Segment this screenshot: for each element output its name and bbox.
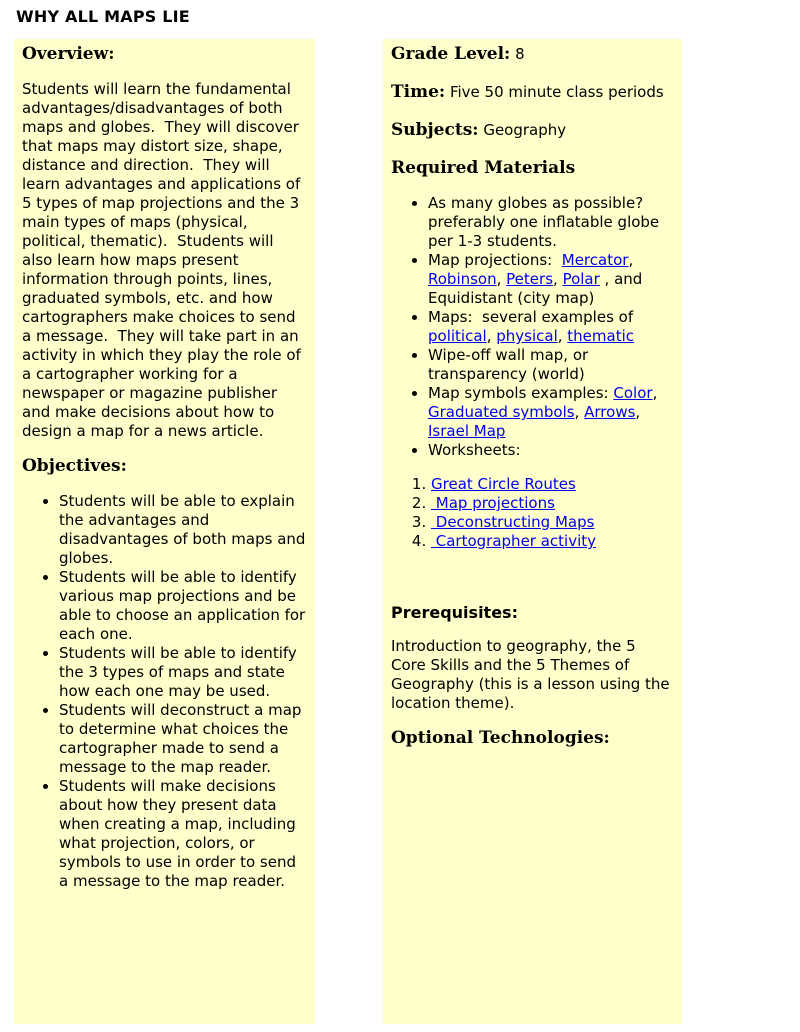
worksheet-item <box>431 475 674 494</box>
objective-item <box>59 568 307 644</box>
material-item <box>428 384 674 441</box>
list-text: , <box>628 251 634 269</box>
worksheets-list <box>391 475 674 551</box>
link-robinson[interactable]: Robinson <box>428 270 497 288</box>
list-text: , <box>557 327 568 345</box>
subjects-label: Subjects: <box>391 120 479 140</box>
objectives-list <box>22 492 307 891</box>
worksheet-item <box>431 532 674 551</box>
link-arrows[interactable]: Arrows <box>584 403 636 421</box>
link-deconstructing-maps[interactable]: Deconstructing Maps <box>431 513 595 531</box>
material-item <box>428 194 674 251</box>
link-political[interactable]: political <box>428 327 487 345</box>
overview-heading: Overview: <box>22 44 115 64</box>
objectives-heading: Objectives: <box>22 456 127 476</box>
list-text: , <box>652 384 658 402</box>
link-map-projections[interactable]: Map projections <box>431 494 555 512</box>
materials-list <box>391 194 674 460</box>
content-columns <box>0 39 800 1024</box>
list-text: As many globes as possible? preferably one inflatable globe per 1-3 students. <box>428 194 660 250</box>
material-item <box>428 441 674 460</box>
time-label: Time: <box>391 82 446 102</box>
list-text: , and Equidistant (city map) <box>428 270 643 307</box>
list-text: , <box>635 403 641 421</box>
list-text: Map symbols examples: <box>428 384 614 402</box>
page <box>0 8 800 1032</box>
list-text: Students will be able to identify various map projections and be able to choose an application for each one. <box>59 568 306 643</box>
link-mercator[interactable]: Mercator <box>561 251 629 269</box>
list-text: Map projections: <box>428 251 562 269</box>
overview-box <box>14 39 315 1024</box>
page-title: WHY ALL MAPS LIE <box>16 7 190 26</box>
list-text: Maps: several examples of <box>428 308 634 326</box>
grade-level-row <box>391 44 674 65</box>
lesson-details-box <box>383 39 682 1024</box>
time-row <box>391 82 674 103</box>
list-text: Students will be able to identify the 3 types of maps and state how each one may be used. <box>59 644 297 700</box>
prerequisites-heading: Prerequisites: <box>391 603 518 622</box>
objective-item <box>59 701 307 777</box>
list-text: , <box>496 270 507 288</box>
link-polar[interactable]: Polar <box>562 270 600 288</box>
optional-technologies-heading: Optional Technologies: <box>391 728 610 748</box>
link-graduated-symbols[interactable]: Graduated symbols <box>428 403 575 421</box>
objective-item <box>59 777 307 891</box>
material-item <box>428 251 674 308</box>
material-item <box>428 346 674 384</box>
objective-item <box>59 644 307 701</box>
link-color[interactable]: Color <box>613 384 653 402</box>
column-gap <box>315 39 383 1024</box>
prerequisites-text: Introduction to geography, the 5 Core Skills and the 5 Themes of Geography (this is a lesson using the location theme). <box>391 637 670 712</box>
link-israel-map[interactable]: Israel Map <box>428 422 506 440</box>
link-great-circle-routes[interactable]: Great Circle Routes <box>431 475 576 493</box>
list-text: Worksheets: <box>428 441 521 459</box>
objective-item <box>59 492 307 568</box>
worksheet-item <box>431 494 674 513</box>
time-value: Five 50 minute class periods <box>449 83 664 101</box>
subjects-row <box>391 120 674 141</box>
list-text: Students will make decisions about how they present data when creating a map, including what projection, colors, or symbols to use in order to send a message to the map reader. <box>59 777 297 890</box>
list-text: , <box>574 403 585 421</box>
overview-text: Students will learn the fundamental advantages/disadvantages of both maps and globes. They will discover that maps may distort size, shape, distance and direction. They will learn advantages and applications of 5 types of map projections and the 3 main types of maps (physical, political, thematic). Students will also learn how maps present information through points, lines, graduated symbols, etc. and how cartographers make choices to send a message. They will take part in an activity in which they play the role of a cartographer working for a newspaper or magazine publisher and make decisions about how to design a map for a news article. <box>22 80 301 440</box>
required-materials-heading: Required Materials <box>391 158 576 178</box>
link-cartographer-activity[interactable]: Cartographer activity <box>431 532 597 550</box>
subjects-value: Geography <box>483 121 567 139</box>
link-peters[interactable]: Peters <box>506 270 554 288</box>
list-text: , <box>553 270 563 288</box>
link-thematic[interactable]: thematic <box>567 327 635 345</box>
list-text: Students will deconstruct a map to determine what choices the cartographer made to send a message to the map reader. <box>59 701 302 776</box>
grade-level-value: 8 <box>515 45 525 63</box>
list-text: Students will be able to explain the advantages and disadvantages of both maps and globes. <box>59 492 306 567</box>
list-text: Wipe-off wall map, or transparency (world) <box>428 346 589 383</box>
worksheet-item <box>431 513 674 532</box>
link-physical[interactable]: physical <box>496 327 558 345</box>
material-item <box>428 308 674 346</box>
grade-level-label: Grade Level: <box>391 44 511 64</box>
list-text: , <box>486 327 497 345</box>
